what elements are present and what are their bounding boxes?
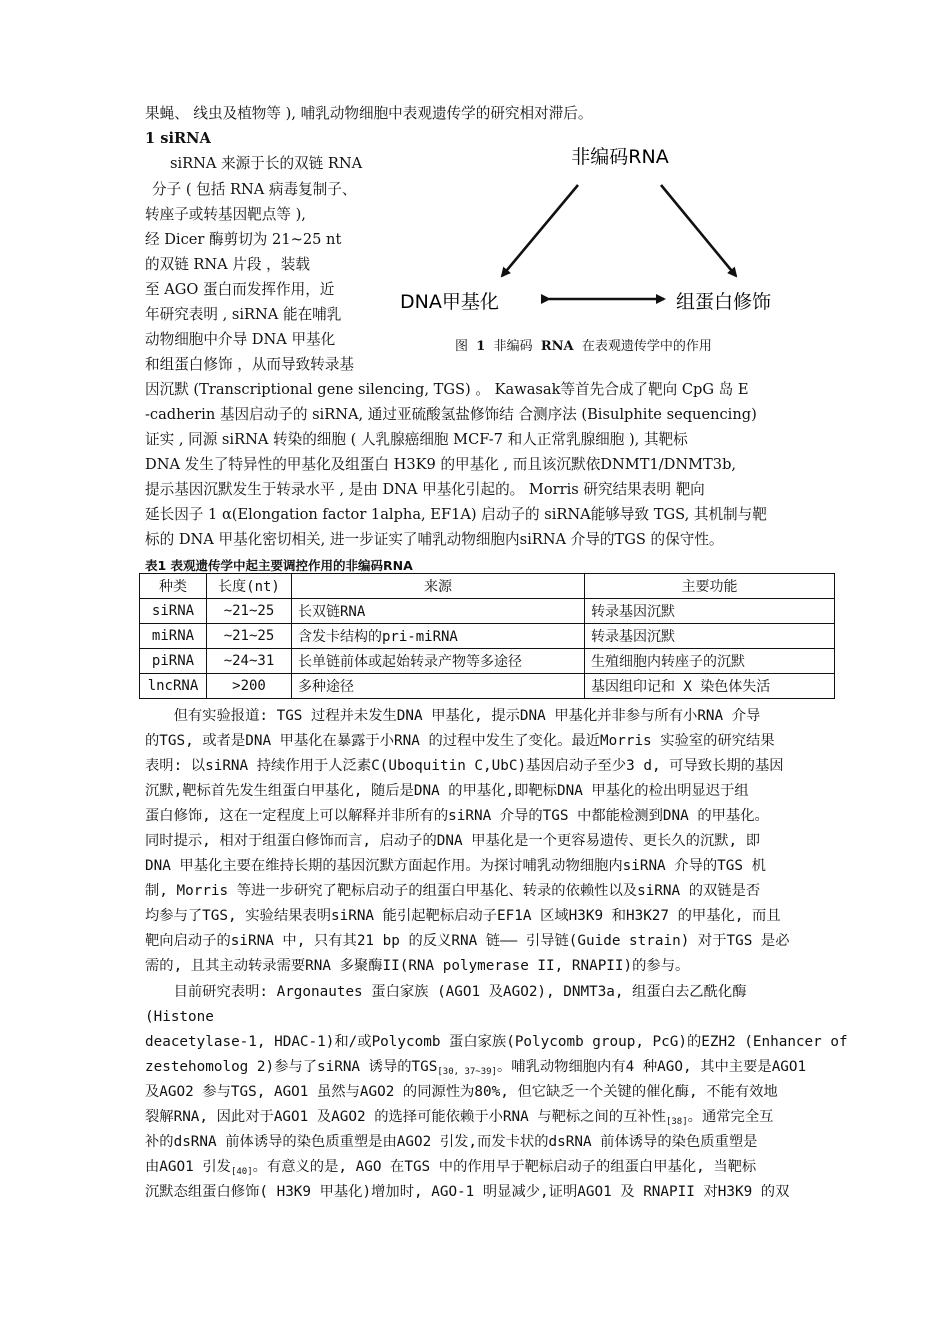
wrap-line-3: 转座子或转基因靶点等 ), <box>145 206 306 223</box>
table-row <box>140 624 835 649</box>
table-cell: >200 <box>207 674 292 699</box>
para3-line-8-text-end: 。有意义的是, AGO 在TGS 中的作用早于靶标启动子的组蛋白甲基化, 当靶标 <box>252 1159 757 1175</box>
para3-line-4-text: zestehomolog 2)参与了siRNA 诱导的TGS <box>145 1059 438 1075</box>
para3-line-8 <box>145 1157 756 1182</box>
para2-line-11: 需的, 且其主动转录需要RNA 多聚酶II(RNA polymerase II, RNAPII)的参与。 <box>145 958 690 974</box>
para2-line-7: DNA 甲基化主要在维持长期的基因沉默方面起作用。为探讨哺乳动物细胞内siRNA 介导的TGS 机 <box>145 858 766 874</box>
body-line-5: 提示基因沉默发生于转录水平 , 是由 DNA 甲基化引起的。 Morris 研究结果表明 靶向 <box>145 481 705 498</box>
table-header: 主要功能 <box>585 574 835 599</box>
table-cell: ~21~25 <box>207 624 292 649</box>
wrap-line-6: 至 AGO 蛋白而发挥作用，近 <box>145 281 335 298</box>
table-cell: 基因组印记和 X 染色体失活 <box>585 674 835 699</box>
wrap-line-9: 和组蛋白修饰 ，从而导致转录基 <box>145 356 354 373</box>
table-cell: 多种途径 <box>292 674 585 699</box>
table-cell: 长单链前体或起始转录产物等多途径 <box>292 649 585 674</box>
para3-line-6-text-end: 。通常完全互 <box>687 1109 774 1125</box>
para3-line-6-text: 裂解RNA, 因此对于AGO1 及AGO2 的选择可能依赖于小RNA 与靶标之间的互补性 <box>145 1109 666 1125</box>
table-cell: 转录基因沉默 <box>585 599 835 624</box>
caption-number: 1 <box>476 339 486 354</box>
figure-1-diagram <box>398 143 810 358</box>
intro-line-1: 果蝇、 线虫及植物等 ), 哺乳动物细胞中表观遗传学的研究相对滞后。 <box>145 105 593 122</box>
table-cell: piRNA <box>140 649 207 674</box>
table-cell: 含发卡结构的pri-miRNA <box>292 624 585 649</box>
para2-line-8: 制, Morris 等进一步研究了靶标启动子的组蛋白甲基化、转录的依赖性以及siRNA 的双链是否 <box>145 883 761 899</box>
table-header: 长度(nt) <box>207 574 292 599</box>
para3-line-7: 补的dsRNA 前体诱导的染色质重塑是由AGO2 引发,而发卡状的dsRNA 前体诱导的染色质重塑是 <box>145 1134 758 1150</box>
para2-line-1: 但有实验报道: TGS 过程并未发生DNA 甲基化, 提示DNA 甲基化并非参与所有小RNA 介导 <box>145 708 761 724</box>
figure-node-histone-modification: 组蛋白修饰 <box>676 291 772 313</box>
body-line-6: 延长因子 1 α(Elongation factor 1alpha, EF1A) 启动子的 siRNA能够导致 TGS, 其机制与靶 <box>145 506 767 523</box>
figure-node-dna-methylation: DNA甲基化 <box>400 291 499 313</box>
table-header: 来源 <box>292 574 585 599</box>
para3-line-6 <box>145 1107 773 1132</box>
caption-prefix: 图 <box>455 339 469 354</box>
table-row <box>140 599 835 624</box>
para2-line-6: 同时提示, 相对于组蛋白修饰而言, 启动子的DNA 甲基化是一个更容易遗传、更长久的沉默, 即 <box>145 833 761 849</box>
table-1-caption: 表1 表观遗传学中起主要调控作用的非编码RNA <box>145 558 413 573</box>
table-cell: ~24~31 <box>207 649 292 674</box>
caption-bold: RNA <box>540 339 574 354</box>
section-heading: 1 siRNA <box>145 130 211 147</box>
table-cell: 转录基因沉默 <box>585 624 835 649</box>
body-line-7: 标的 DNA 甲基化密切相关, 进一步证实了哺乳动物细胞内siRNA 介导的TGS 的保守性。 <box>145 531 724 548</box>
figure-arrow-left <box>502 185 578 276</box>
para2-line-3: 表明: 以siRNA 持续作用于人泛素C(Uboquitin C,UbC)基因启动子至少3 d, 可导致长期的基因 <box>145 758 784 774</box>
body-line-3: 证实 , 同源 siRNA 转染的细胞 ( 人乳腺癌细胞 MCF-7 和人正常乳腺细胞 ), 其靶标 <box>145 431 688 448</box>
table-header: 种类 <box>140 574 207 599</box>
wrap-line-4: 经 Dicer 酶剪切为 21~25 nt <box>145 231 342 248</box>
table-cell: siRNA <box>140 599 207 624</box>
para3-line-8-text: 由AGO1 引发 <box>145 1159 231 1175</box>
citation-ref: [38] <box>665 1117 688 1127</box>
table-cell: miRNA <box>140 624 207 649</box>
wrap-line-2: 分子 ( 包括 RNA 病毒复制子、 <box>152 181 357 198</box>
wrap-line-7: 年研究表明 , siRNA 能在哺乳 <box>145 306 342 323</box>
table-cell: lncRNA <box>140 674 207 699</box>
table-cell: ~21~25 <box>207 599 292 624</box>
para2-line-10: 靶向启动子的siRNA 中, 只有其21 bp 的反义RNA 链—— 引导链(Guide strain) 对于TGS 是必 <box>145 933 790 949</box>
para2-line-9: 均参与了TGS, 实验结果表明siRNA 能引起靶标启动子EF1A 区域H3K9 和H3K27 的甲基化, 而且 <box>145 908 781 924</box>
figure-arrow-right <box>661 185 736 276</box>
table-cell: 生殖细胞内转座子的沉默 <box>585 649 835 674</box>
figure-node-ncrna: 非编码RNA <box>571 146 669 168</box>
wrap-line-5: 的双链 RNA 片段 ，装载 <box>145 256 310 273</box>
table-row <box>140 649 835 674</box>
table-row <box>140 674 835 699</box>
caption-mid: 非编码 <box>493 339 533 354</box>
para3-line-1: 目前研究表明: Argonautes 蛋白家族 (AGO1 及AGO2), DNMT3a, 组蛋白去乙酰化酶 <box>145 984 747 1000</box>
body-line-1: 因沉默 (Transcriptional gene silencing, TGS) 。 Kawasak等首先合成了靶向 CpG 岛 E <box>145 381 749 398</box>
table-cell: 长双链RNA <box>292 599 585 624</box>
caption-suffix: 在表观遗传学中的作用 <box>581 339 712 354</box>
para2-line-4: 沉默,靶标首先发生组蛋白甲基化, 随后是DNA 的甲基化,即靶标DNA 甲基化的检出明显迟于组 <box>145 783 749 799</box>
para3-line-5: 及AGO2 参与TGS, AGO1 虽然与AGO2 的同源性为80%, 但它缺乏一个关键的催化酶, 不能有效地 <box>145 1084 778 1100</box>
table-header-row <box>140 574 835 599</box>
para2-line-2: 的TGS, 或者是DNA 甲基化在暴露于小RNA 的过程中发生了变化。最近Morris 实验室的研究结果 <box>145 733 775 749</box>
para2-line-5: 蛋白修饰, 这在一定程度上可以解释并非所有的siRNA 介导的TGS 中都能检测到DNA 的甲基化。 <box>145 808 769 824</box>
para3-line-3: deacetylase-1, HDAC-1)和/或Polycomb 蛋白家族(Polycomb group, PcG)的EZH2 (Enhancer of <box>145 1034 848 1050</box>
wrap-line-8: 动物细胞中介导 DNA 甲基化 <box>145 331 336 348</box>
citation-ref: [40] <box>230 1167 253 1177</box>
citation-ref: [30, 37~39] <box>437 1067 497 1077</box>
para3-line-4-text-end: 。哺乳动物细胞内有4 种AGO, 其中主要是AGO1 <box>496 1059 807 1075</box>
figure-1-caption <box>455 335 712 354</box>
body-line-2: -cadherin 基因启动子的 siRNA, 通过亚硫酸氢盐修饰结 合测序法 (Bisulphite sequencing) <box>145 406 757 423</box>
wrap-line-1: siRNA 来源于长的双链 RNA <box>170 155 363 172</box>
para3-line-2: (Histone <box>145 1009 214 1025</box>
table-1 <box>139 573 835 699</box>
para3-line-9: 沉默态组蛋白修饰( H3K9 甲基化)增加时, AGO-1 明显减少,证明AGO1 及 RNAPII 对H3K9 的双 <box>145 1184 790 1200</box>
para3-line-4 <box>145 1057 806 1082</box>
body-line-4: DNA 发生了特异性的甲基化及组蛋白 H3K9 的甲基化 , 而且该沉默依DNMT1/DNMT3b, <box>145 456 737 473</box>
